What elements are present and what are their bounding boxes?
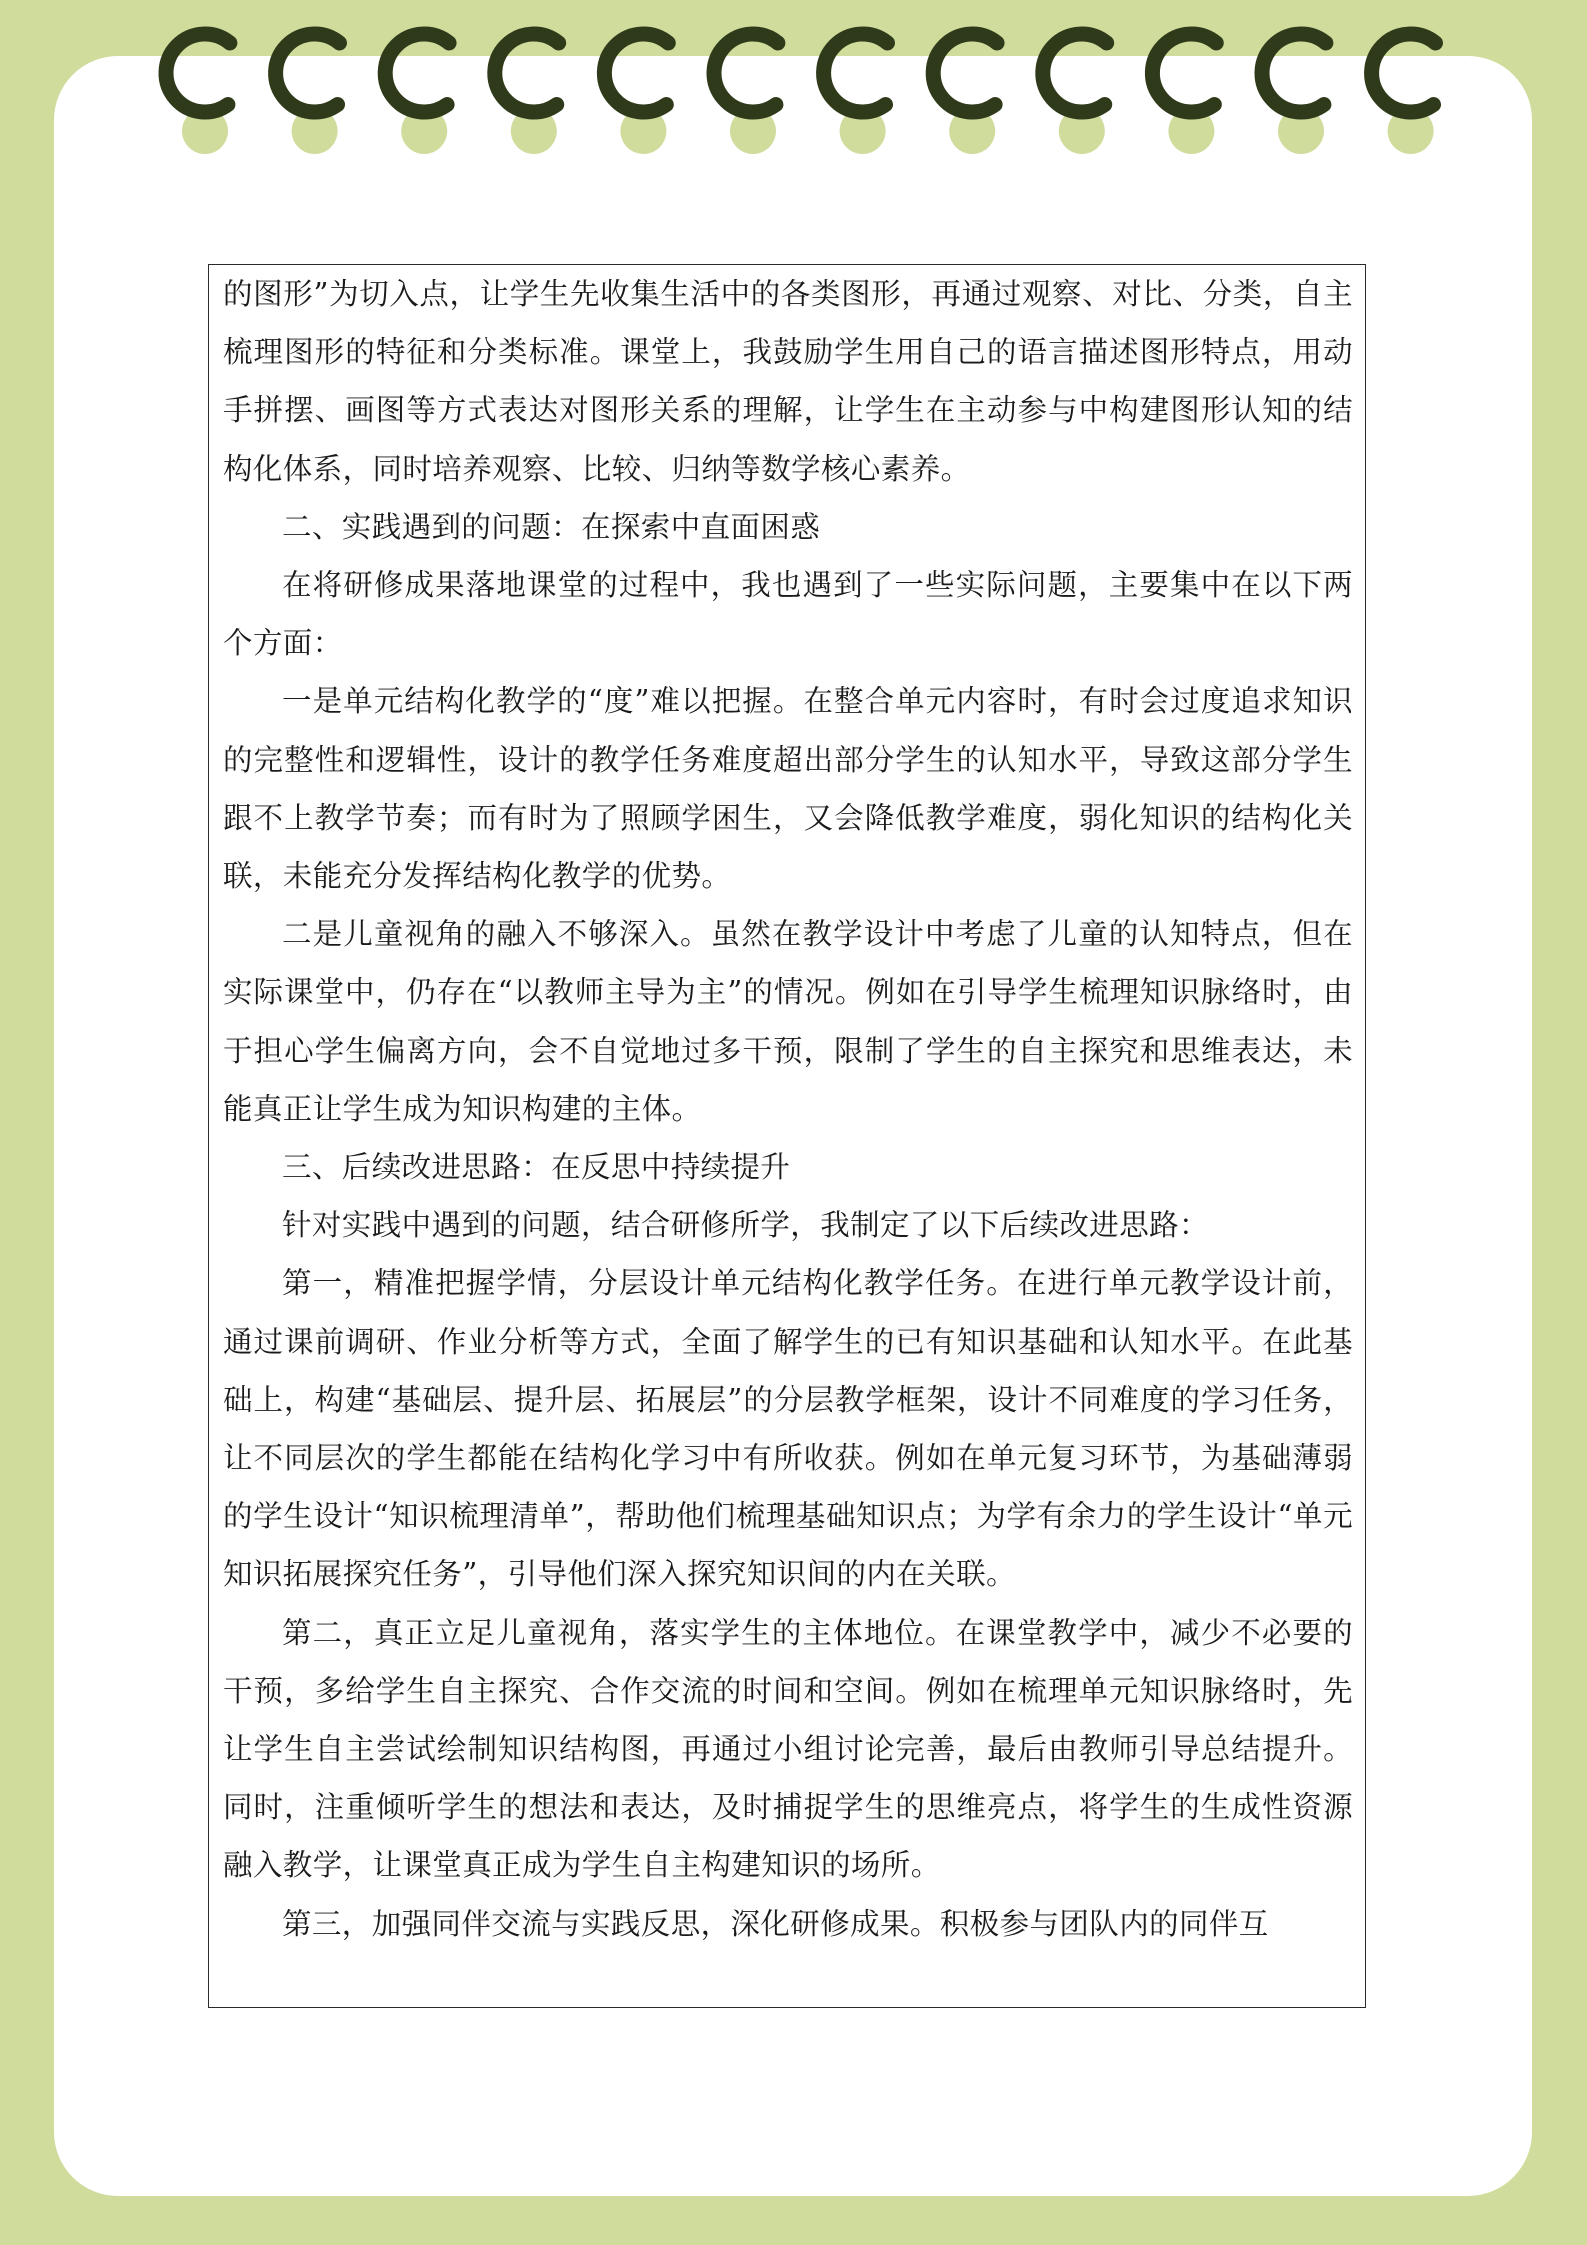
binding-ring-icon (1372, 34, 1436, 154)
spiral-rings-graphic (0, 0, 1587, 170)
binding-ring-icon (166, 34, 230, 154)
ring-arc (1152, 34, 1216, 112)
binding-ring-icon (1043, 34, 1107, 154)
paragraph: 二是儿童视角的融入不够深入。虽然在教学设计中考虑了儿童的认知特点，但在实际课堂中，仍存在“以教师主导为主”的情况。例如在引导学生梳理知识脉络时，由于担心学生偏离方向，会不自觉地过多干预，限制了学生的自主探究和思维表达，未能真正让学生成为知识构建的主体。 (223, 917, 1353, 1126)
binding-ring-icon (495, 34, 559, 154)
ring-arc (1043, 34, 1107, 112)
binding-ring-icon (276, 34, 340, 154)
binding-ring-icon (714, 34, 778, 154)
binding-ring-icon (933, 34, 997, 154)
ring-arc (824, 34, 888, 112)
binding-ring-icon (385, 34, 449, 154)
paragraph: 针对实践中遇到的问题，结合研修所学，我制定了以下后续改进思路： (282, 1208, 1209, 1243)
ring-arc (276, 34, 340, 112)
ring-arc (385, 34, 449, 112)
paragraph: 的图形”为切入点，让学生先收集生活中的各类图形，再通过观察、对比、分类，自主梳理图形的特征和分类标准。课堂上，我鼓励学生用自己的语言描述图形特点，用动手拼摆、画图等方式表达对图形关系的理解，让学生在主动参与中构建图形认知的结构化体系，同时培养观察、比较、归纳等数学核心素养。 (223, 277, 1353, 486)
spiral-binding (0, 0, 1587, 170)
ring-arc (933, 34, 997, 112)
paragraph: 第一，精准把握学情，分层设计单元结构化教学任务。在进行单元教学设计前，通过课前调研、作业分析等方式，全面了解学生的已有知识基础和认知水平。在此基础上，构建“基础层、提升层、拓展层”的分层教学框架，设计不同难度的学习任务，让不同层次的学生都能在结构化学习中有所收获。例如在单元复习环节，为基础薄弱的学生设计“知识梳理清单”，帮助他们梳理基础知识点；为学有余力的学生设计“单元知识拓展探究任务”，引导他们深入探究知识间的内在关联。 (223, 1266, 1353, 1592)
binding-ring-icon (604, 34, 668, 154)
binding-ring-icon (1152, 34, 1216, 154)
ring-arc (714, 34, 778, 112)
paragraph: 在将研修成果落地课堂的过程中，我也遇到了一些实际问题，主要集中在以下两个方面： (223, 568, 1353, 661)
binding-ring-icon (824, 34, 888, 154)
paragraph: 一是单元结构化教学的“度”难以把握。在整合单元内容时，有时会过度追求知识的完整性和逻辑性，设计的教学任务难度超出部分学生的认知水平，导致这部分学生跟不上教学节奏；而有时为了照顾学困生，又会降低教学难度，弱化知识的结构化关联，未能充分发挥结构化教学的优势。 (223, 684, 1353, 894)
text-frame (208, 264, 1366, 2008)
paragraph: 三、后续改进思路：在反思中持续提升 (282, 1150, 791, 1185)
ring-arc (166, 34, 230, 112)
paragraph: 第二，真正立足儿童视角，落实学生的主体地位。在课堂教学中，减少不必要的干预，多给学生自主探究、合作交流的时间和空间。例如在梳理单元知识脉络时，先让学生自主尝试绘制知识结构图，再通过小组讨论完善，最后由教师引导总结提升。同时，注重倾听学生的想法和表达，及时捕捉学生的思维亮点，将学生的生成性资源融入教学，让课堂真正成为学生自主构建知识的场所。 (223, 1615, 1353, 1883)
ring-arc (1372, 34, 1436, 112)
paragraph: 二、实践遇到的问题：在探索中直面困惑 (282, 509, 821, 544)
ring-arc (604, 34, 668, 112)
ring-arc (1262, 34, 1326, 112)
paragraph: 第三，加强同伴交流与实践反思，深化研修成果。积极参与团队内的同伴互 (282, 1906, 1269, 1941)
binding-ring-icon (1262, 34, 1326, 154)
ring-arc (495, 34, 559, 112)
